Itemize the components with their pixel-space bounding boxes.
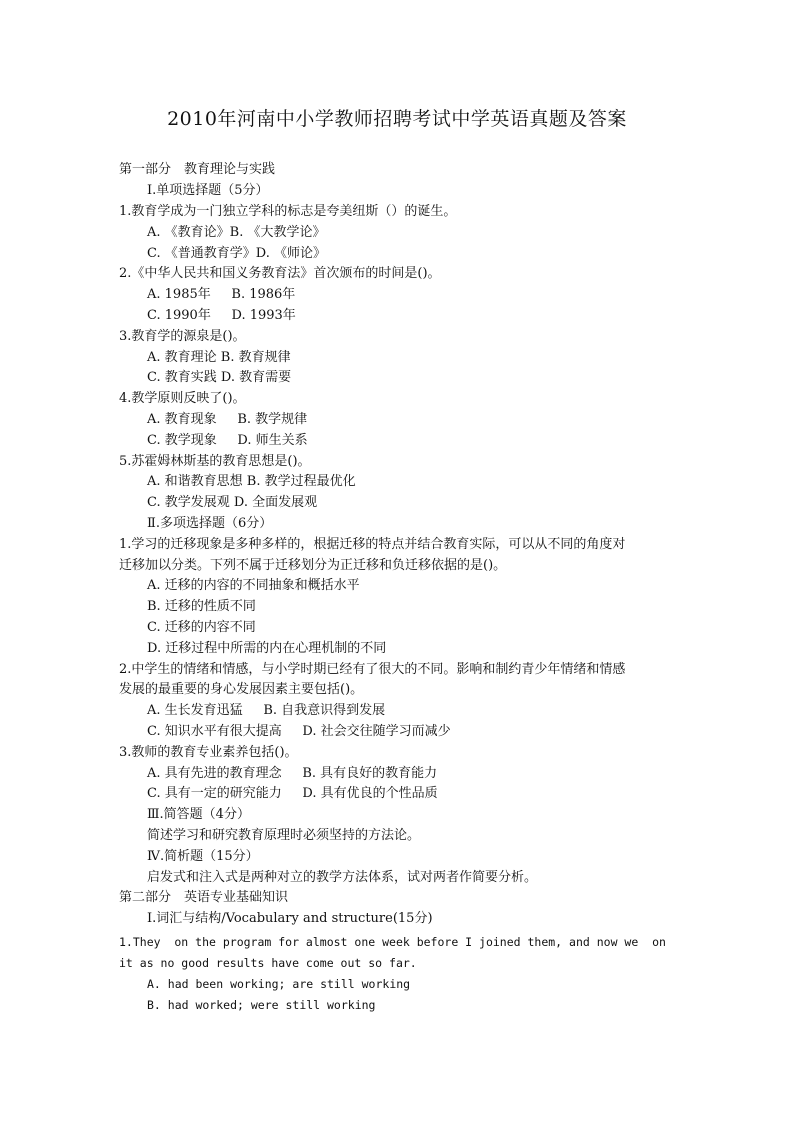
section-heading: Ⅰ.词汇与结构/Vocabulary and structure(15分) <box>147 911 433 926</box>
answer-option: C. 迁移的内容不同 <box>147 620 256 635</box>
question-text: 2.中学生的情绪和情感，与小学时期已经有了很大的不同。影响和制约青少年情绪和情感 <box>119 662 626 677</box>
question-text: 3.教育学的源泉是()。 <box>119 329 246 344</box>
answer-option: A. 和谐教育思想 B. 教学过程最优化 <box>147 474 356 489</box>
part-two-heading: 第二部分 英语专业基础知识 <box>119 890 289 905</box>
answer-option: C. 《普通教育学》D. 《师论》 <box>147 246 326 261</box>
question-text: 2.《中华人民共和国义务教育法》首次颁布的时间是()。 <box>119 266 441 281</box>
answer-option: B. had worked; were still working <box>147 998 376 1012</box>
answer-option: B. 迁移的性质不同 <box>147 599 256 614</box>
answer-option: C. 1990年 D. 1993年 <box>147 308 296 323</box>
section-heading: Ⅳ.简析题（15分） <box>147 849 259 864</box>
question-text: 发展的最重要的身心发展因素主要包括()。 <box>119 682 364 697</box>
page-title: 2010年河南中小学教师招聘考试中学英语真题及答案 <box>167 108 627 130</box>
answer-option: C. 教学现象 D. 师生关系 <box>147 433 308 448</box>
answer-option: C. 具有一定的研究能力 D. 具有优良的个性品质 <box>147 786 438 801</box>
answer-option: A. 1985年 B. 1986年 <box>147 287 296 302</box>
section-heading: Ⅱ.多项选择题（6分） <box>147 516 273 531</box>
section-heading: Ⅰ.单项选择题（5分） <box>147 183 269 198</box>
question-text: 启发式和注入式是两种对立的教学方法体系，试对两者作简要分析。 <box>147 870 538 885</box>
question-text: 1.学习的迁移现象是多种多样的，根据迁移的特点并结合教育实际，可以从不同的角度对 <box>119 537 626 552</box>
question-text: 3.教师的教育专业素养包括()。 <box>119 745 298 760</box>
question-text: 1.教育学成为一门独立学科的标志是夸美纽斯（）的诞生。 <box>119 204 457 219</box>
question-text: 1.They on the program for almost one week before I joined them, and now we on <box>119 935 666 949</box>
answer-option: A. 迁移的内容的不同抽象和概括水平 <box>147 578 360 593</box>
answer-option: A. 教育理论 B. 教育规律 <box>147 350 291 365</box>
answer-option: A. 《教育论》B. 《大教学论》 <box>147 225 326 240</box>
answer-option: A. 生长发育迅猛 B. 自我意识得到发展 <box>147 703 386 718</box>
answer-option: C. 知识水平有很大提高 D. 社会交往随学习而减少 <box>147 724 451 739</box>
answer-option: C. 教育实践 D. 教育需要 <box>147 370 292 385</box>
answer-option: A. 教育现象 B. 教学规律 <box>147 412 308 427</box>
question-text: 迁移加以分类。下列不属于迁移划分为正迁移和负迁移依据的是()。 <box>119 558 507 573</box>
question-text: 5.苏霍姆林斯基的教育思想是()。 <box>119 454 311 469</box>
answer-option: D. 迁移过程中所需的内在心理机制的不同 <box>147 641 387 656</box>
question-text: 4.教学原则反映了()。 <box>119 391 246 406</box>
part-one-heading: 第一部分 教育理论与实践 <box>119 162 276 177</box>
section-heading: Ⅲ.简答题（4分） <box>147 807 250 822</box>
answer-option: C. 教学发展观 D. 全面发展观 <box>147 495 318 510</box>
question-text: it as no good results have come out so far. <box>119 956 417 970</box>
question-text: 简述学习和研究教育原理时必须坚持的方法论。 <box>147 828 421 843</box>
answer-option: A. 具有先进的教育理念 B. 具有良好的教育能力 <box>147 766 438 781</box>
answer-option: A. had been working; are still working <box>147 977 411 991</box>
